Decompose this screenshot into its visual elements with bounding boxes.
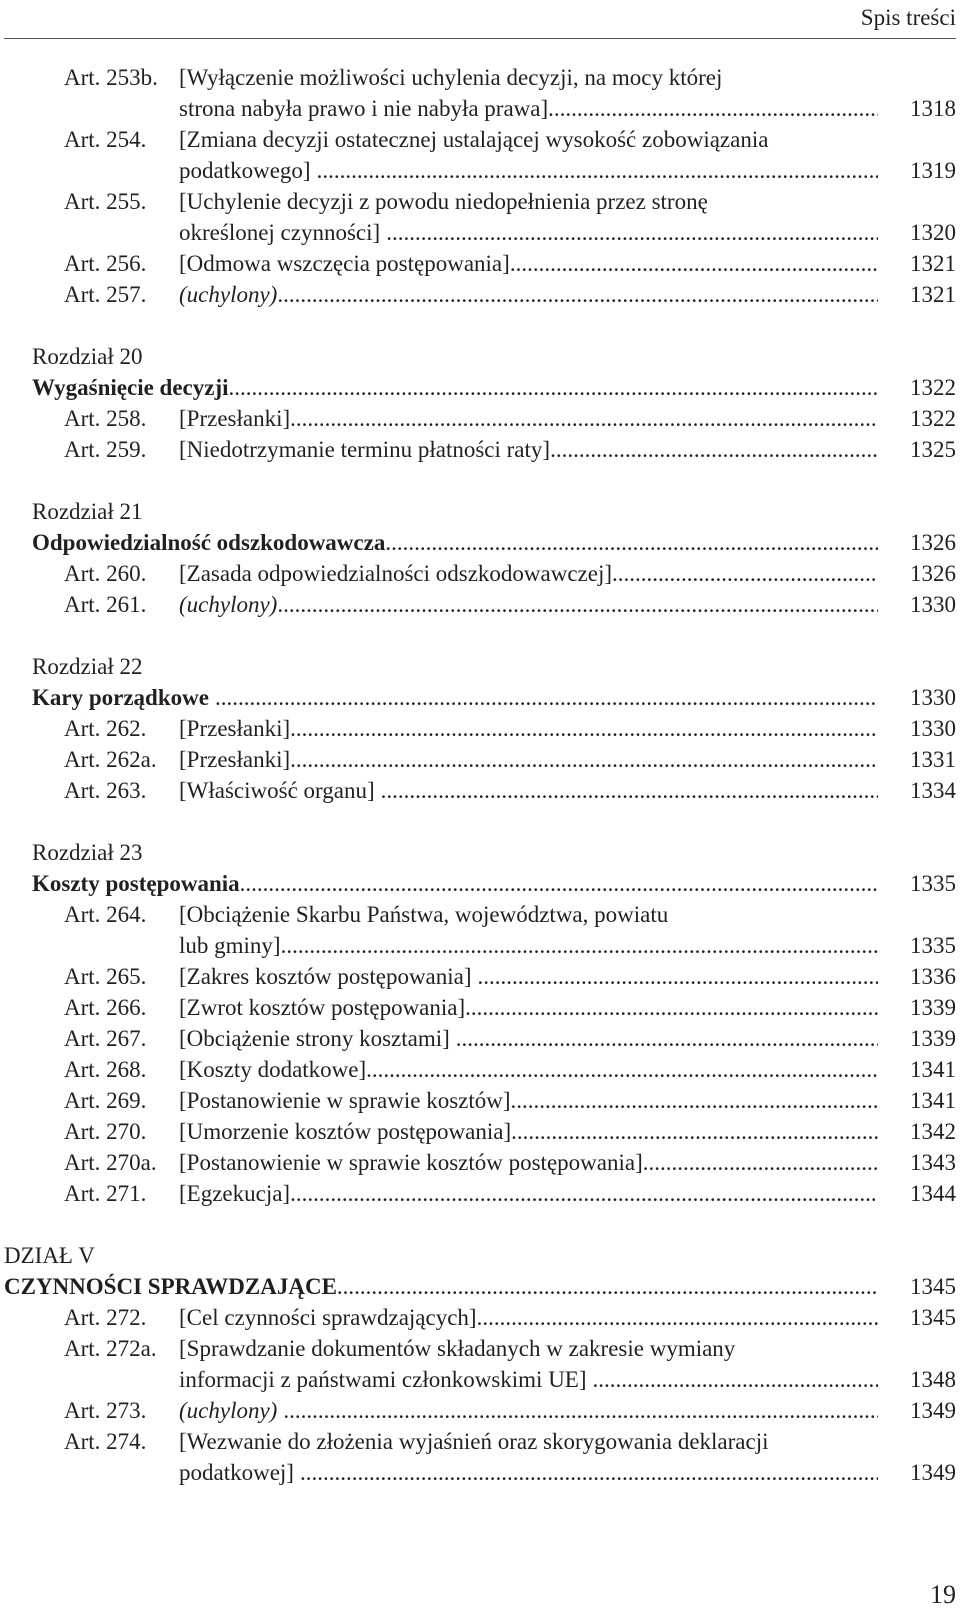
dotted-title [179, 155, 878, 186]
article-number: Art. 257. [64, 282, 147, 307]
dot-leader [386, 217, 878, 248]
chapter-label-text: Rozdział 20 [32, 344, 143, 369]
toc-entry-continuation [0, 155, 960, 186]
page-ref: 1330 [910, 592, 956, 617]
dot-leader [337, 1271, 878, 1302]
article-number: Art. 265. [64, 964, 147, 989]
page-ref: 1341 [910, 1057, 956, 1082]
chapter-title-row [0, 527, 960, 558]
entry-title: podatkowego] [179, 158, 311, 183]
dot-leader [290, 744, 878, 775]
dot-leader [240, 868, 878, 899]
section-gap [0, 310, 960, 341]
toc-entry [0, 1302, 960, 1333]
dotted-title [179, 93, 878, 124]
dot-leader [548, 93, 878, 124]
dotted-title [179, 1023, 878, 1054]
dot-leader [612, 558, 878, 589]
toc-entry [0, 1085, 960, 1116]
dotted-title [179, 1457, 878, 1488]
chapter-title-row [0, 682, 960, 713]
chapter-title-row [0, 1271, 960, 1302]
chapter-label [0, 1240, 960, 1271]
toc-entry [0, 992, 960, 1023]
article-number: Art. 259. [64, 437, 147, 462]
section-gap [0, 806, 960, 837]
dotted-title [179, 961, 878, 992]
entry-title: [Przesłanki] [179, 716, 291, 741]
article-number: Art. 266. [64, 995, 147, 1020]
page-ref: 1321 [910, 282, 956, 307]
toc-entry [0, 1395, 960, 1426]
section-gap [0, 1209, 960, 1240]
dotted-title [179, 217, 878, 248]
section-gap [0, 620, 960, 651]
table-of-contents [0, 62, 960, 1488]
dotted-title [32, 527, 878, 558]
running-header [0, 0, 960, 40]
dot-leader [511, 1116, 878, 1147]
toc-entry [0, 124, 960, 155]
toc-entry [0, 62, 960, 93]
toc-entry [0, 1116, 960, 1147]
dot-leader [510, 248, 878, 279]
dot-leader [456, 1023, 878, 1054]
chapter-label-text: Rozdział 21 [32, 499, 143, 524]
article-number: Art. 258. [64, 406, 147, 431]
dot-leader [283, 1395, 878, 1426]
page-ref: 1318 [910, 96, 956, 121]
entry-title: lub gminy] [179, 933, 281, 958]
header-rule [4, 38, 956, 39]
dot-leader [477, 1302, 878, 1333]
dot-leader [511, 1085, 878, 1116]
entry-title: [Cel czynności sprawdzających] [179, 1305, 477, 1330]
page-ref: 1336 [910, 964, 956, 989]
dotted-title [179, 1147, 878, 1178]
dotted-title [179, 713, 878, 744]
dot-leader [277, 589, 878, 620]
entry-title: [Postanowienie w sprawie kosztów] [179, 1088, 511, 1113]
page-ref: 1321 [910, 251, 956, 276]
article-number: Art. 270a. [64, 1150, 157, 1175]
running-header-title: Spis treści [860, 5, 956, 30]
page-ref: 1335 [910, 871, 956, 896]
chapter-label [0, 837, 960, 868]
dotted-title [179, 1364, 878, 1395]
page-ref: 1348 [910, 1367, 956, 1392]
toc-entry [0, 1147, 960, 1178]
toc-entry-continuation [0, 1457, 960, 1488]
dot-leader [643, 1147, 878, 1178]
article-number: Art. 263. [64, 778, 147, 803]
page-ref: 1349 [910, 1460, 956, 1485]
entry-title: [Umorzenie kosztów postępowania] [179, 1119, 512, 1144]
toc-entry [0, 1426, 960, 1457]
article-number: Art. 254. [64, 127, 147, 152]
page-ref: 1325 [910, 437, 956, 462]
toc-entry [0, 279, 960, 310]
article-number: Art. 272. [64, 1305, 147, 1330]
dotted-title [32, 682, 878, 713]
toc-entry-continuation [0, 930, 960, 961]
dotted-title [179, 775, 878, 806]
entry-title: informacji z państwami członkowskimi UE] [179, 1367, 587, 1392]
entry-title: Wygaśnięcie decyzji [32, 375, 229, 400]
dotted-title [179, 434, 878, 465]
dot-leader [385, 527, 878, 558]
dotted-title [179, 403, 878, 434]
entry-title: Koszty postępowania [32, 871, 240, 896]
page-ref: 1326 [910, 530, 956, 555]
entry-title: [Odmowa wszczęcia postępowania] [179, 251, 510, 276]
dotted-title [32, 372, 878, 403]
page-ref: 1330 [910, 716, 956, 741]
toc-entry [0, 186, 960, 217]
chapter-label [0, 496, 960, 527]
page-ref: 1339 [910, 995, 956, 1020]
dot-leader [366, 1054, 878, 1085]
entry-title: [Niedotrzymanie terminu płatności raty] [179, 437, 551, 462]
article-number: Art. 262a. [64, 747, 157, 772]
entry-title: [Zakres kosztów postępowania] [179, 964, 472, 989]
toc-entry [0, 589, 960, 620]
article-number: Art. 262. [64, 716, 147, 741]
entry-title: [Zwrot kosztów postępowania] [179, 995, 466, 1020]
entry-title-line: [Wyłączenie możliwości uchylenia decyzji, na mocy której [179, 65, 723, 90]
toc-entry [0, 1333, 960, 1364]
dotted-title [179, 1116, 878, 1147]
article-number: Art. 267. [64, 1026, 147, 1051]
page-ref: 1341 [910, 1088, 956, 1113]
dot-leader [277, 279, 878, 310]
article-number: Art. 273. [64, 1398, 147, 1423]
entry-title-line: [Wezwanie do złożenia wyjaśnień oraz skorygowania deklaracji [179, 1429, 769, 1454]
dot-leader [215, 682, 878, 713]
page-ref: 1319 [910, 158, 956, 183]
toc-entry [0, 434, 960, 465]
toc-entry [0, 775, 960, 806]
dot-leader [317, 155, 878, 186]
entry-title: [Przesłanki] [179, 747, 291, 772]
dot-leader [478, 961, 878, 992]
page-ref: 1344 [910, 1181, 956, 1206]
toc-entry [0, 1178, 960, 1209]
dot-leader [381, 775, 878, 806]
toc-entry [0, 248, 960, 279]
page-ref: 1334 [910, 778, 956, 803]
toc-entry [0, 1023, 960, 1054]
page-ref: 1345 [910, 1274, 956, 1299]
entry-title: CZYNNOŚCI SPRAWDZAJĄCE [4, 1274, 337, 1299]
toc-entry [0, 403, 960, 434]
article-number: Art. 255. [64, 189, 147, 214]
dotted-title [4, 1271, 878, 1302]
dot-leader [229, 372, 878, 403]
entry-title-line: [Uchylenie decyzji z powodu niedopełnienia przez stronę [179, 189, 708, 214]
entry-title: [Właściwość organu] [179, 778, 375, 803]
dot-leader [593, 1364, 878, 1395]
entry-title-line: [Zmiana decyzji ostatecznej ustalającej wysokość zobowiązania [179, 127, 769, 152]
article-number: Art. 272a. [64, 1336, 157, 1361]
section-gap [0, 465, 960, 496]
page-ref: 1339 [910, 1026, 956, 1051]
page-ref: 1322 [910, 375, 956, 400]
page-ref: 1343 [910, 1150, 956, 1175]
chapter-label [0, 341, 960, 372]
entry-title: Odpowiedzialność odszkodowawcza [32, 530, 386, 555]
article-number: Art. 264. [64, 902, 147, 927]
entry-title: [Obciążenie strony kosztami] [179, 1026, 450, 1051]
article-number: Art. 253b. [64, 65, 158, 90]
entry-title: (uchylony) [179, 592, 278, 617]
page-ref: 1326 [910, 561, 956, 586]
toc-entry [0, 558, 960, 589]
dotted-title [179, 744, 878, 775]
entry-title: [Egzekucja] [179, 1181, 291, 1206]
dot-leader [465, 992, 878, 1023]
entry-title-line: [Obciążenie Skarbu Państwa, województwa, powiatu [179, 902, 669, 927]
chapter-label-text: DZIAŁ V [4, 1243, 95, 1268]
chapter-title-row [0, 868, 960, 899]
dotted-title [179, 558, 878, 589]
page-ref: 1330 [910, 685, 956, 710]
article-number: Art. 269. [64, 1088, 147, 1113]
chapter-label [0, 651, 960, 682]
page-ref: 1322 [910, 406, 956, 431]
page-ref: 1335 [910, 933, 956, 958]
dotted-title [32, 868, 878, 899]
article-number: Art. 268. [64, 1057, 147, 1082]
dot-leader [550, 434, 878, 465]
page-ref: 1331 [910, 747, 956, 772]
entry-title: [Zasada odpowiedzialności odszkodowawczej] [179, 561, 613, 586]
dot-leader [290, 1178, 878, 1209]
article-number: Art. 271. [64, 1181, 147, 1206]
page-ref: 1349 [910, 1398, 956, 1423]
entry-title: [Koszty dodatkowe] [179, 1057, 367, 1082]
dotted-title [179, 930, 878, 961]
toc-entry [0, 961, 960, 992]
dotted-title [179, 1395, 878, 1426]
toc-entry-continuation [0, 1364, 960, 1395]
dotted-title [179, 248, 878, 279]
dotted-title [179, 1302, 878, 1333]
dotted-title [179, 1054, 878, 1085]
dot-leader [290, 403, 878, 434]
chapter-label-text: Rozdział 22 [32, 654, 143, 679]
entry-title: podatkowej] [179, 1460, 294, 1485]
dotted-title [179, 279, 878, 310]
page-number: 19 [930, 1580, 956, 1609]
dot-leader [300, 1457, 878, 1488]
entry-title-line: [Sprawdzanie dokumentów składanych w zakresie wymiany [179, 1336, 736, 1361]
toc-entry [0, 899, 960, 930]
dotted-title [179, 589, 878, 620]
entry-title: (uchylony) [179, 282, 278, 307]
entry-title: Kary porządkowe [32, 685, 209, 710]
page-ref: 1320 [910, 220, 956, 245]
toc-entry [0, 1054, 960, 1085]
toc-entry [0, 744, 960, 775]
article-number: Art. 274. [64, 1429, 147, 1454]
entry-title: [Postanowienie w sprawie kosztów postępowania] [179, 1150, 643, 1175]
entry-title: określonej czynności] [179, 220, 381, 245]
entry-title: (uchylony) [179, 1398, 278, 1423]
article-number: Art. 260. [64, 561, 147, 586]
entry-title: strona nabyła prawo i nie nabyła prawa] [179, 96, 549, 121]
dotted-title [179, 1178, 878, 1209]
chapter-title-row [0, 372, 960, 403]
page-ref: 1342 [910, 1119, 956, 1144]
toc-entry [0, 713, 960, 744]
chapter-label-text: Rozdział 23 [32, 840, 143, 865]
toc-entry-continuation [0, 93, 960, 124]
dot-leader [281, 930, 878, 961]
article-number: Art. 270. [64, 1119, 147, 1144]
dot-leader [290, 713, 878, 744]
dotted-title [179, 992, 878, 1023]
page-ref: 1345 [910, 1305, 956, 1330]
article-number: Art. 256. [64, 251, 147, 276]
article-number: Art. 261. [64, 592, 147, 617]
toc-entry-continuation [0, 217, 960, 248]
entry-title: [Przesłanki] [179, 406, 291, 431]
dotted-title [179, 1085, 878, 1116]
